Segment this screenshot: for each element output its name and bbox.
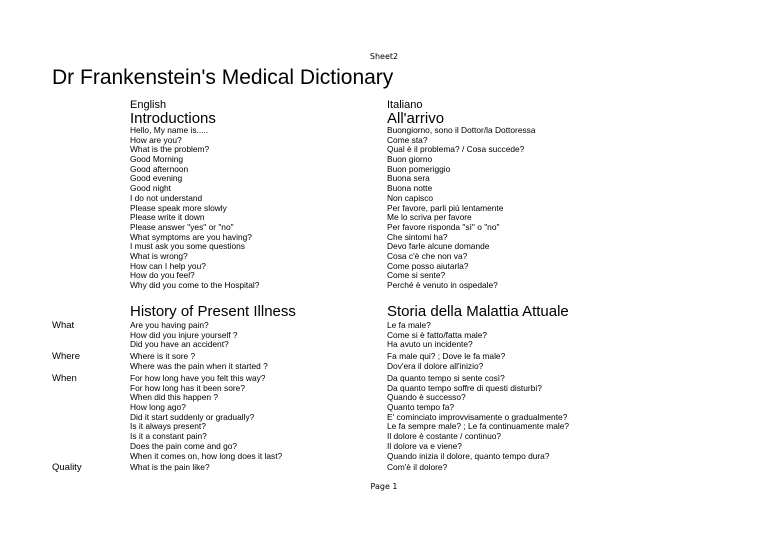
phrase-en: What is the problem?: [130, 144, 210, 155]
phrase-en: Did it start suddenly or gradually?: [130, 411, 255, 422]
phrase-it: Buon pomeriggio: [387, 163, 451, 174]
phrase-it: Quando inizia il dolore, quanto tempo dura?: [387, 450, 550, 461]
phrase-en: For how long has it been sore?: [130, 382, 245, 393]
phrase-it: Non capisco: [387, 192, 434, 203]
phrase-en: How can I help you?: [130, 260, 206, 271]
phrase-it: Ha avuto un incidente?: [387, 339, 473, 350]
phrase-it: Me lo scriva per favore: [387, 212, 472, 223]
italian-column-header: Italiano: [387, 99, 423, 111]
history-group-label-where: Where: [52, 351, 80, 362]
phrase-en: When it comes on, how long does it last?: [130, 450, 283, 461]
history-group-label-quality: Quality: [52, 462, 82, 473]
phrase-en: Please answer "yes" or "no": [130, 221, 234, 232]
phrase-it: Come si sente?: [387, 270, 446, 281]
history-group-label-when: When: [52, 373, 77, 384]
phrase-en: When did this happen ?: [130, 392, 218, 403]
phrase-it: Buona notte: [387, 183, 433, 194]
phrase-it: Per favore, parli più lentamente: [387, 202, 504, 213]
history-when-english-list: [130, 374, 282, 461]
phrase-en: How long ago?: [130, 402, 186, 413]
phrase-en: Did you have an accident?: [130, 339, 229, 350]
phrase-it: Fa male qui? ; Dove le fa male?: [387, 351, 506, 361]
history-when-italian-list: [387, 374, 569, 461]
phrase-it: Per favore risponda "sì" o "no": [387, 221, 500, 232]
phrase-it: Le fa male?: [387, 320, 431, 330]
sheet-label: Sheet2: [369, 52, 399, 61]
phrase-en: How are you?: [130, 134, 182, 145]
history-where-italian-list: [387, 352, 505, 371]
history-title-it: Storia della Malattia Attuale: [387, 303, 569, 320]
phrase-en: What symptoms are you having?: [130, 231, 252, 242]
phrase-en: Hello, My name is.....: [130, 125, 209, 135]
phrase-en: Good afternoon: [130, 163, 189, 174]
phrase-en: Good Morning: [130, 154, 184, 165]
phrase-en: Is it always present?: [130, 421, 206, 432]
phrase-it: E' cominciato improvvisamente o gradualmente?: [387, 411, 568, 422]
phrase-it: Cosa c'è che non va?: [387, 250, 468, 261]
phrase-it: Dov'era il dolore all'inizio?: [387, 360, 484, 371]
phrase-it: Buon giorno: [387, 154, 433, 165]
introductions-english-list: [130, 126, 259, 291]
phrase-it: Buona sera: [387, 173, 430, 184]
phrase-en: Please speak more slowly: [130, 202, 227, 213]
phrase-it: Che sintomi ha?: [387, 231, 448, 242]
phrase-it: Devo farle alcune domande: [387, 241, 490, 252]
phrase-it: Da quanto tempo soffre di questi disturbi?: [387, 382, 542, 393]
phrase-en: What is wrong?: [130, 250, 188, 261]
phrase-it: Da quanto tempo si sente così?: [387, 373, 505, 383]
history-group-label-what: What: [52, 320, 75, 331]
history-where-english-list: [130, 352, 268, 371]
phrase-en: Where was the pain when it started ?: [130, 360, 268, 371]
phrase-en: Does the pain come and go?: [130, 440, 238, 451]
phrase-it: Com'è il dolore?: [387, 462, 448, 472]
phrase-en: I do not understand: [130, 192, 203, 203]
english-column-header: English: [130, 99, 167, 111]
phrase-en: Good night: [130, 183, 171, 194]
phrase-it: Qual è il problema? / Cosa succede?: [387, 144, 525, 155]
phrase-en: Are you having pain?: [130, 320, 209, 330]
history-quality-italian-list: [387, 463, 447, 473]
phrase-it: Come si è fatto/fatta male?: [387, 329, 488, 340]
phrase-it: Come sta?: [387, 134, 428, 145]
introductions-italian-list: [387, 126, 536, 291]
phrase-en: For how long have you felt this way?: [130, 373, 266, 383]
phrase-en: Why did you come to the Hospital?: [130, 280, 260, 290]
phrase-it: Come posso aiutarla?: [387, 260, 469, 271]
phrase-it: Perché è venuto in ospedale?: [387, 280, 498, 290]
phrase-en: How did you injure yourself ?: [130, 329, 238, 340]
phrase-it: Le fa sempre male? ; Le fa continuamente male?: [387, 421, 570, 432]
history-title-en: History of Present Illness: [130, 303, 296, 320]
introductions-title-en: Introductions: [130, 110, 216, 127]
phrase-it: Il dolore va e viene?: [387, 440, 462, 451]
phrase-it: Buongiorno, sono il Dottor/la Dottoressa: [387, 125, 536, 135]
phrase-en: What is the pain like?: [130, 462, 210, 472]
document-title: Dr Frankenstein's Medical Dictionary: [52, 66, 394, 89]
phrase-en: Where is it sore ?: [130, 351, 196, 361]
phrase-en: How do you feel?: [130, 270, 195, 281]
phrase-en: Is it a constant pain?: [130, 431, 207, 442]
phrase-it: Il dolore è costante / continuo?: [387, 431, 502, 442]
page-number: Page 1: [370, 482, 398, 491]
phrase-en: I must ask you some questions: [130, 241, 245, 252]
phrase-it: Quando è successo?: [387, 392, 466, 403]
phrase-en: Good evening: [130, 173, 183, 184]
phrase-it: Quanto tempo fa?: [387, 402, 455, 413]
history-what-italian-list: [387, 321, 487, 350]
phrase-en: Please write it down: [130, 212, 205, 223]
introductions-title-it: All'arrivo: [387, 110, 445, 127]
history-quality-english-list: [130, 463, 210, 473]
history-what-english-list: [130, 321, 238, 350]
